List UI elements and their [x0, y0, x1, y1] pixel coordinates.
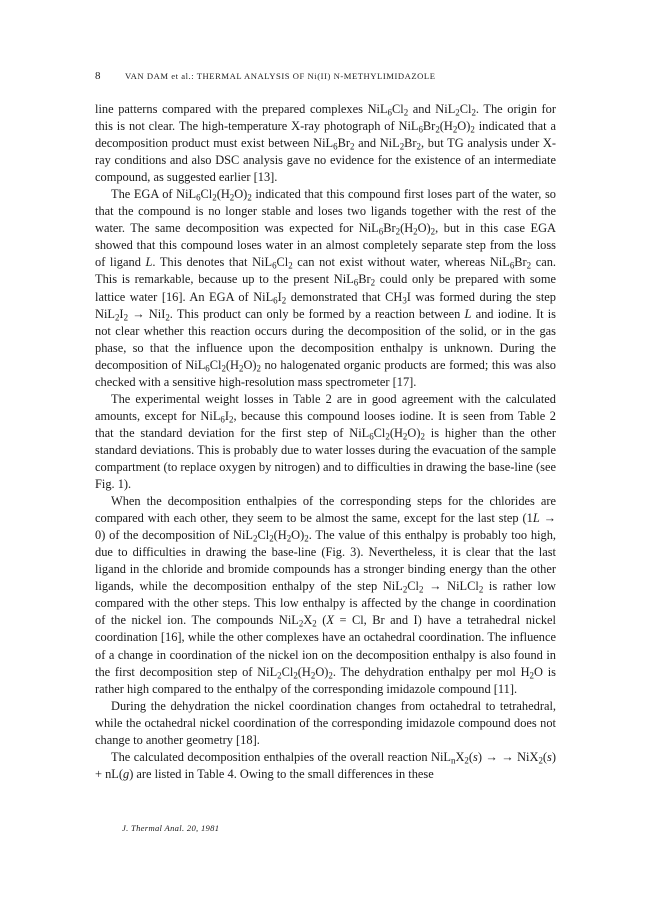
- journal-footer: J. Thermal Anal. 20, 1981: [122, 823, 220, 833]
- paragraph-weight-losses: The experimental weight losses in Table 2 are in good agreement with the calculated amounts, except for $NiL_6I_2$, because this compound looses iodine. It is seen from Table 2 that the standard deviation for the first step of $NiL_6Cl_2(H_2O)_2$ is higher than the other standard deviations. This is probably due to water losses during the evacuation of the sample compartment (to replace oxygen by nitrogen) and to difficulties in drawing the base-line (see Fig. 1).: [95, 391, 556, 492]
- paragraph-ega: The EGA of $NiL_6Cl_2(H_2O)_2$ indicated that this compound first loses part of the water, so that the compound is no longer stable and loses two ligands together with the rest of the water. The same decomposition was expected for $NiL_6Br_2(H_2O)_2$, but in this case EGA showed that this compound loses water in an almost completely separate step from the loss of ligand L. This denotes that $NiL_6Cl_2$ can not exist without water, whereas $NiL_6Br_2$ can. This is remarkable, because up to the present $NiL_6Br_2$ could only be prepared with some lattice water [16]. An EGA of $NiL_6I_2$ demonstrated that $CH_3I$ was formed during the step $NiL_2I_2 \to NiI_2$. This product can only be formed by a reaction between L and iodine. It is not clear whether this reaction occurs during the decomposition of the solid, or in the gas phase, so that the influence upon the decomposition enthalpy is unknown. During the decomposition of $NiL_6Cl_2(H_2O)_2$ no halogenated organic products are formed; this was also checked with a sensitive high-resolution mass spectrometer [17].: [95, 187, 557, 389]
- paragraph-dehydration: During the dehydration the nickel coordination changes from octahedral to tetrahedral, while the octahedral nickel coordination of the corresponding imidazole compound does not change to another geometry [18].: [95, 698, 556, 747]
- paragraph-overall-reaction: The calculated decomposition enthalpies of the overall reaction $NiL_nX_2(s)$ → → NiX$_2$(s) + nL(g) are listed in Table 4. Owing to the small differences in these: [95, 749, 556, 781]
- page-number: 8: [95, 70, 101, 82]
- paragraph-enthalpies: When the decomposition enthalpies of the corresponding steps for the chlorides are compared with each other, they seem to be almost the same, except for the last step (1L → 0) of the decomposition of $NiL_2Cl_2(H_2O)_2$. The value of this enthalpy is probably too high, due to difficulties in drawing the base-line (Fig. 3). Nevertheless, it is clear that the last ligand in the chloride and bromide compounds has a stronger binding energy than the other ligands, while the decomposition enthalpy of the step $NiL_2Cl_2$ → NiLCl$_2$ is rather low compared with the other steps. This low enthalpy is affected by the change in coordination of the nickel ion. The compounds $NiL_2X_2$ (X = Cl, Br and I) have a tetrahedral nickel coordination [16], while the other complexes have an octahedral coordination. The influence of a change in coordination of the nickel ion on the decomposition enthalpy is also found in the first decomposition step of $NiL_2Cl_2(H_2O)_2$. The dehydration enthalpy per mol $H_2O$ is rather high compared to the enthalpy of the corresponding imidazole compound [11].: [95, 494, 556, 696]
- running-head: VAN DAM et al.: THERMAL ANALYSIS OF Ni(II) N-METHYLIMIDAZOLE: [125, 71, 436, 81]
- body-text: [95, 101, 556, 783]
- paragraph-continuation: line patterns compared with the prepared complexes $NiL_6Cl_2$ and $NiL_2Cl_2$. The origin for this is not clear. The high-temperature X-ray photograph of $NiL_6Br_2(H_2O)_2$ indicated that a decomposition product must exist between $NiL_6Br_2$ and $NiL_2Br_2$, but TG analysis under X-ray conditions and also DSC analysis gave no evidence for the existence of an intermediate compound, as suggested earlier [13].: [95, 102, 556, 185]
